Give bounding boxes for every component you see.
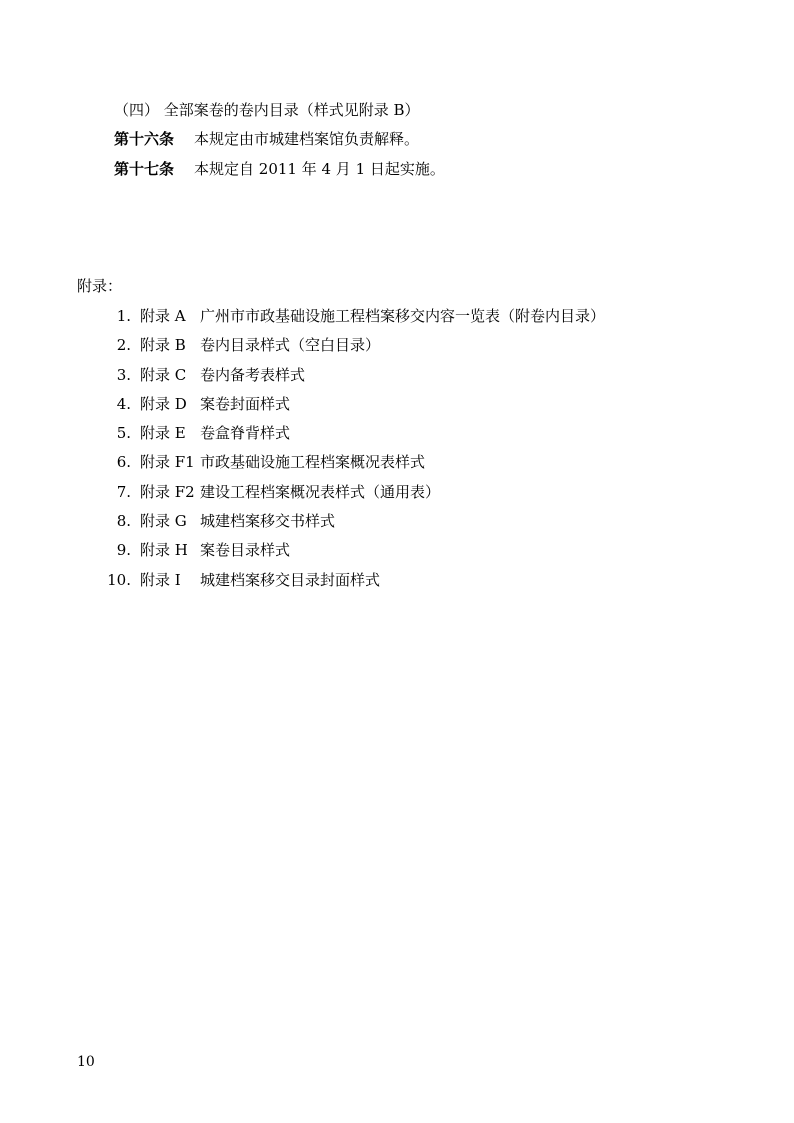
- article-17-label: 第十七条: [114, 160, 175, 178]
- appendix-item-number: 8.: [116, 512, 131, 531]
- appendix-item-i: [100, 570, 605, 599]
- appendix-item-number: 5.: [116, 424, 131, 443]
- appendix-item-code: 附录 I: [140, 570, 181, 589]
- appendix-item-d: [100, 394, 605, 423]
- appendix-list: [100, 306, 605, 599]
- appendix-item-c: [100, 365, 605, 394]
- clause-item-4: （四） 全部案卷的卷内目录（样式见附录 B）: [114, 101, 420, 119]
- appendix-item-code: 附录 C: [140, 365, 187, 384]
- appendix-item-code: 附录 G: [140, 512, 187, 531]
- appendix-item-number: 10.: [107, 570, 131, 589]
- appendix-item-number: 7.: [116, 482, 131, 501]
- appendix-item-number: 6.: [116, 453, 131, 472]
- article-16-text: 本规定由市城建档案馆负责解释。: [194, 130, 420, 148]
- appendix-item-number: 1.: [116, 307, 131, 325]
- appendix-item-title: 城建档案移交书样式: [200, 512, 336, 531]
- appendix-item-f2: [100, 482, 605, 511]
- appendix-item-g: [100, 511, 605, 540]
- article-17: [114, 159, 445, 179]
- appendix-item-code: 附录 F2: [140, 482, 195, 501]
- appendix-item-code: 附录 E: [140, 424, 186, 443]
- appendix-item-title: 城建档案移交目录封面样式: [200, 570, 381, 589]
- page-number: 10: [77, 1054, 95, 1070]
- appendix-item-number: 9.: [116, 541, 131, 560]
- appendix-item-b: [100, 335, 605, 364]
- appendix-item-code: 附录 H: [140, 541, 188, 560]
- article-16-label: 第十六条: [114, 130, 175, 148]
- appendix-item-h: [100, 540, 605, 569]
- appendix-item-code: 附录 A: [140, 307, 186, 325]
- appendix-item-title: 广州市市政基础设施工程档案移交内容一览表（附卷内目录）: [200, 307, 606, 325]
- appendix-item-code: 附录 F1: [140, 453, 195, 472]
- appendix-item-number: 4.: [116, 394, 131, 413]
- appendix-item-f1: [100, 452, 605, 481]
- appendix-item-title: 卷盒脊背样式: [200, 424, 291, 443]
- appendix-item-title: 建设工程档案概况表样式（通用表）: [200, 482, 441, 501]
- article-16: [114, 129, 419, 149]
- appendix-item-title: 卷内目录样式（空白目录）: [200, 336, 381, 355]
- article-17-text: 本规定自 2011 年 4 月 1 日起实施。: [194, 160, 445, 178]
- appendix-item-a: [100, 306, 605, 335]
- appendix-item-title: 卷内备考表样式: [200, 365, 306, 384]
- appendix-heading: 附录：: [77, 277, 123, 295]
- appendix-item-code: 附录 D: [140, 394, 187, 413]
- appendix-item-title: 案卷封面样式: [200, 394, 291, 413]
- appendix-item-code: 附录 B: [140, 336, 186, 355]
- appendix-item-e: [100, 423, 605, 452]
- appendix-item-title: 案卷目录样式: [200, 541, 291, 560]
- appendix-item-title: 市政基础设施工程档案概况表样式: [200, 453, 426, 472]
- appendix-item-number: 3.: [116, 365, 131, 384]
- appendix-item-number: 2.: [116, 336, 131, 355]
